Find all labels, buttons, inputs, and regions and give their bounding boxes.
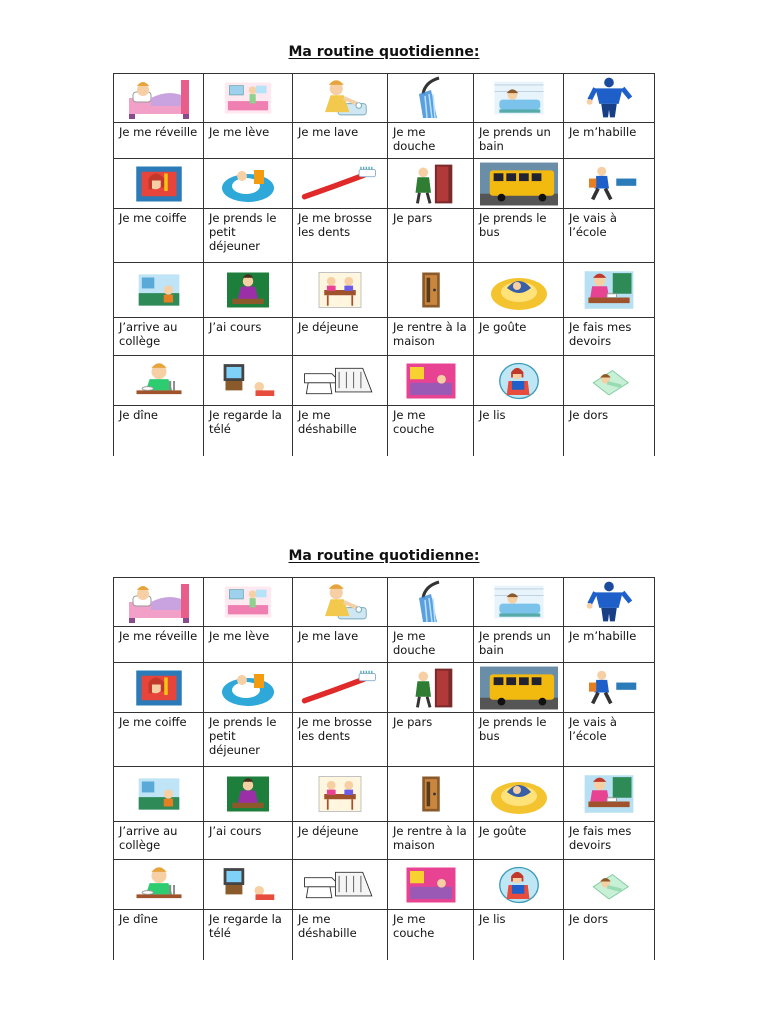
page-title: Ma routine quotidienne: — [288, 44, 480, 60]
bath-icon — [474, 578, 564, 627]
coming-home-door-icon — [388, 767, 474, 822]
picture-row — [114, 860, 655, 910]
picture-row — [114, 263, 655, 318]
cell-label: Je pars — [388, 713, 474, 767]
cell-label: Je fais mes devoirs — [564, 318, 655, 356]
cell-label: Je me lève — [204, 627, 293, 663]
cell-label: Je prends le petit déjeuner — [204, 209, 293, 263]
reading-book-icon — [474, 356, 564, 406]
toothbrush-icon — [293, 663, 388, 713]
cell-label: Je me douche — [388, 627, 474, 663]
cell-label: Je déjeune — [293, 318, 388, 356]
coming-home-door-icon — [388, 263, 474, 318]
label-row — [114, 713, 655, 767]
cell-label: Je dors — [564, 910, 655, 960]
breakfast-icon — [204, 159, 293, 209]
cell-label: J’ai cours — [204, 318, 293, 356]
picture-row — [114, 356, 655, 406]
cell-label: Je dîne — [114, 406, 204, 456]
cell-label: Je m’habille — [564, 627, 655, 663]
undressing-clothes-icon — [293, 356, 388, 406]
breakfast-icon — [204, 663, 293, 713]
label-row — [114, 822, 655, 860]
label-row — [114, 627, 655, 663]
cell-label: Je me couche — [388, 910, 474, 960]
cell-label: Je me couche — [388, 406, 474, 456]
cell-label: Je rentre à la maison — [388, 822, 474, 860]
label-row — [114, 910, 655, 960]
getting-up-icon — [204, 74, 293, 123]
leaving-door-icon — [388, 663, 474, 713]
cell-label: Je lis — [474, 406, 564, 456]
cell-label: Je rentre à la maison — [388, 318, 474, 356]
classroom-teacher-icon — [204, 263, 293, 318]
homework-icon — [564, 767, 655, 822]
cell-label: Je me coiffe — [114, 713, 204, 767]
going-to-bed-icon — [388, 356, 474, 406]
cell-label: Je fais mes devoirs — [564, 822, 655, 860]
cell-label: Je me réveille — [114, 123, 204, 159]
waking-up-in-bed-icon — [114, 578, 204, 627]
getting-dressed-icon — [564, 74, 655, 123]
cell-label: Je goûte — [474, 822, 564, 860]
cell-label: Je dîne — [114, 910, 204, 960]
cell-label: Je regarde la télé — [204, 406, 293, 456]
snack-plate-icon — [474, 767, 564, 822]
cell-label: Je vais à l’école — [564, 209, 655, 263]
label-row — [114, 318, 655, 356]
lunch-table-icon — [293, 767, 388, 822]
picture-row — [114, 767, 655, 822]
cell-label: Je me lave — [293, 627, 388, 663]
arriving-school-icon — [114, 767, 204, 822]
cell-label: Je regarde la télé — [204, 910, 293, 960]
cell-label: Je me douche — [388, 123, 474, 159]
bath-icon — [474, 74, 564, 123]
cell-label: Je pars — [388, 209, 474, 263]
cell-label: Je vais à l’école — [564, 713, 655, 767]
dinner-icon — [114, 356, 204, 406]
cell-label: J’arrive au collège — [114, 822, 204, 860]
shower-icon — [388, 74, 474, 123]
getting-up-icon — [204, 578, 293, 627]
leaving-door-icon — [388, 159, 474, 209]
homework-icon — [564, 263, 655, 318]
brushing-hair-icon — [114, 159, 204, 209]
walking-to-school-icon — [564, 159, 655, 209]
school-bus-icon — [474, 159, 564, 209]
lunch-table-icon — [293, 263, 388, 318]
sleeping-icon — [564, 356, 655, 406]
going-to-bed-icon — [388, 860, 474, 910]
arriving-school-icon — [114, 263, 204, 318]
cell-label: Je me déshabille — [293, 910, 388, 960]
label-row — [114, 406, 655, 456]
label-row — [114, 209, 655, 263]
cell-label: Je me lève — [204, 123, 293, 159]
cell-label: Je me coiffe — [114, 209, 204, 263]
reading-book-icon — [474, 860, 564, 910]
cell-label: J’arrive au collège — [114, 318, 204, 356]
sleeping-icon — [564, 860, 655, 910]
walking-to-school-icon — [564, 663, 655, 713]
cell-label: Je me déshabille — [293, 406, 388, 456]
dinner-icon — [114, 860, 204, 910]
cell-label: Je prends le bus — [474, 713, 564, 767]
cell-label: Je déjeune — [293, 822, 388, 860]
cell-label: Je dors — [564, 406, 655, 456]
cell-label: Je m’habille — [564, 123, 655, 159]
page-title: Ma routine quotidienne: — [288, 548, 480, 564]
cell-label: J’ai cours — [204, 822, 293, 860]
label-row — [114, 123, 655, 159]
picture-row — [114, 663, 655, 713]
washing-icon — [293, 74, 388, 123]
cell-label: Je prends le petit déjeuner — [204, 713, 293, 767]
cell-label: Je lis — [474, 910, 564, 960]
picture-row — [114, 159, 655, 209]
cell-label: Je me brosse les dents — [293, 209, 388, 263]
school-bus-icon — [474, 663, 564, 713]
getting-dressed-icon — [564, 578, 655, 627]
waking-up-in-bed-icon — [114, 74, 204, 123]
cell-label: Je me brosse les dents — [293, 713, 388, 767]
cell-label: Je goûte — [474, 318, 564, 356]
brushing-hair-icon — [114, 663, 204, 713]
cell-label: Je me réveille — [114, 627, 204, 663]
cell-label: Je prends un bain — [474, 123, 564, 159]
picture-row — [114, 74, 655, 123]
picture-row — [114, 578, 655, 627]
cell-label: Je prends un bain — [474, 627, 564, 663]
routine-table — [113, 73, 655, 456]
cell-label: Je prends le bus — [474, 209, 564, 263]
watching-tv-icon — [204, 356, 293, 406]
classroom-teacher-icon — [204, 767, 293, 822]
watching-tv-icon — [204, 860, 293, 910]
shower-icon — [388, 578, 474, 627]
cell-label: Je me lave — [293, 123, 388, 159]
snack-plate-icon — [474, 263, 564, 318]
routine-table — [113, 577, 655, 960]
toothbrush-icon — [293, 159, 388, 209]
undressing-clothes-icon — [293, 860, 388, 910]
washing-icon — [293, 578, 388, 627]
